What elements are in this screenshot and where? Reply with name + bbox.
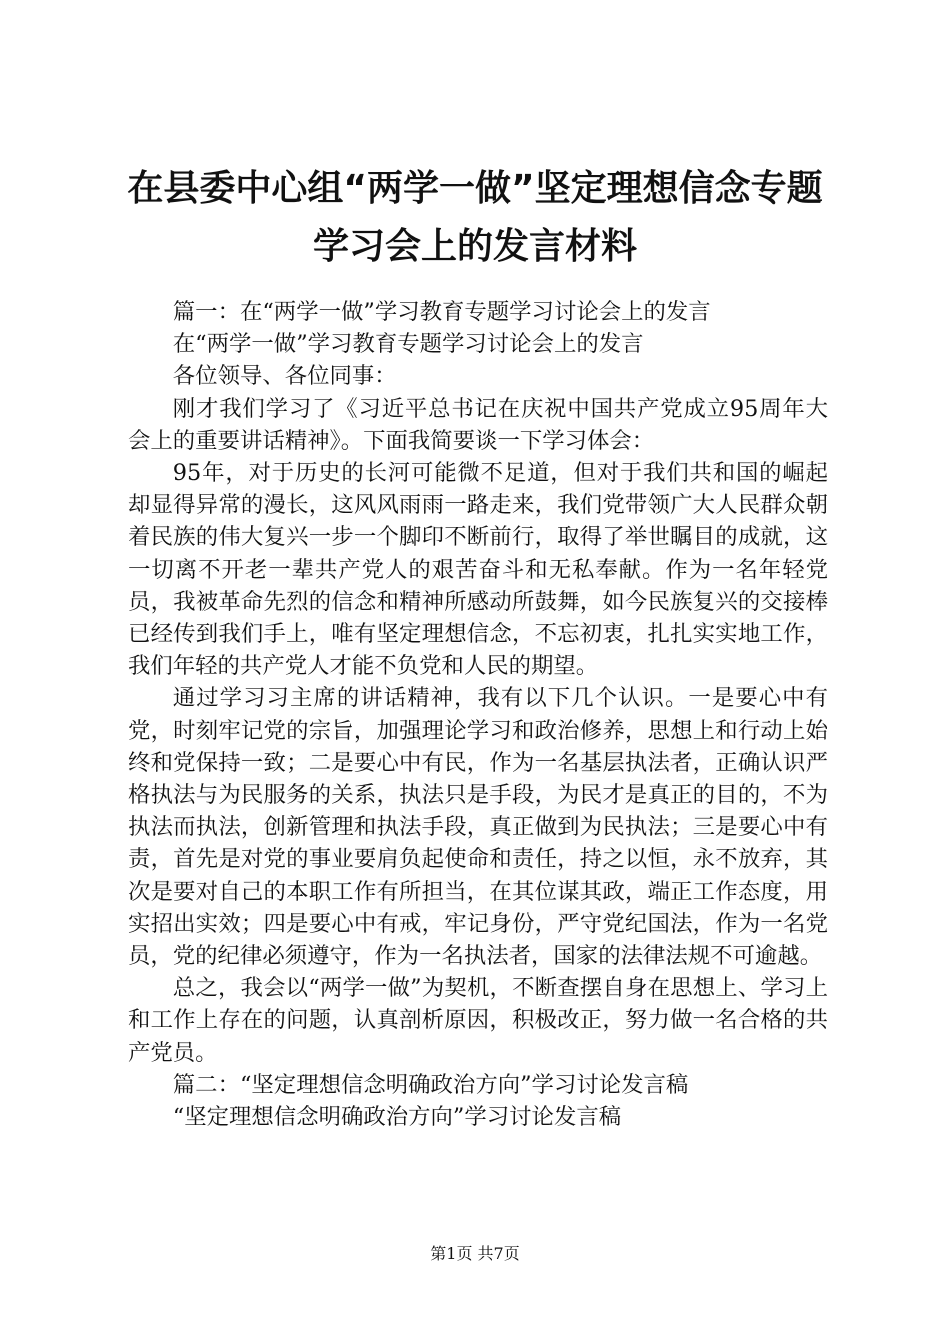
salutation: 各位领导、各位同事： — [172, 363, 397, 390]
paragraph-understanding: 通过学习习主席的讲话精神，我有以下几个认识。一是要心中有党，时刻牢记党的宗旨，加强理论学习和政治修养，思想上和行动上始终和党保持一致；二是要心中有民，作为一名基层执法者，正确认识严格执法与为民服务的关系，执法只是手段，为民才是真正的目的，不为执法而执法，创新管理和执法手段，真正做到为民执法；三是要心中有责，首先是对党的事业要肩负起使命和责任，持之以恒，永不放弃，其次是要对自己的本职工作有所担当，在其位谋其政，端正工作态度，用实招出实效；四是要心中有戒，牢记身份，严守党纪国法，作为一名党员，党的纪律必须遵守，作为一名执法者，国家的法律法规不可逾越。 — [128, 685, 828, 970]
paragraph-conclusion: 总之，我会以“两学一做”为契机，不断查摆自身在思想上、学习上和工作上存在的问题，认真剖析原因，积极改正，努力做一名合格的共产党员。 — [128, 975, 828, 1066]
document-body — [128, 296, 828, 1133]
section-heading-1: 篇一：在“两学一做”学习教育专题学习讨论会上的发言 — [172, 299, 711, 325]
title-line-2: 学习会上的发言材料 — [312, 226, 637, 267]
title-line-1: 在县委中心组“两学一做”坚定理想信念专题 — [127, 168, 823, 209]
paragraph-history: 95年，对于历史的长河可能微不足道，但对于我们共和国的崛起却显得异常的漫长，这风风雨雨一路走来，我们党带领广大人民群众朝着民族的伟大复兴一步一个脚印不断前行，取得了举世瞩目的成就，这一切离不开老一辈共产党人的艰苦奋斗和无私奉献。作为一名年轻党员，我被革命先烈的信念和精神所感动所鼓舞，如今民族复兴的交接棒已经传到我们手上，唯有坚定理想信念，不忘初衷，扎扎实实地工作，我们年轻的共产党人才能不负党和人民的期望。 — [128, 460, 828, 680]
page-number: 第1页 共7页 — [430, 1244, 520, 1263]
document-title — [0, 160, 950, 276]
paragraph-intro: 刚才我们学习了《习近平总书记在庆祝中国共产党成立95周年大会上的重要讲话精神》。下面我简要谈一下学习体会： — [128, 395, 828, 454]
speech-title-2: “坚定理想信念明确政治方向”学习讨论发言稿 — [172, 1104, 622, 1131]
section-heading-2: 篇二：“坚定理想信念明确政治方向”学习讨论发言稿 — [172, 1071, 689, 1098]
speech-title-1: 在“两学一做”学习教育专题学习讨论会上的发言 — [172, 331, 644, 358]
